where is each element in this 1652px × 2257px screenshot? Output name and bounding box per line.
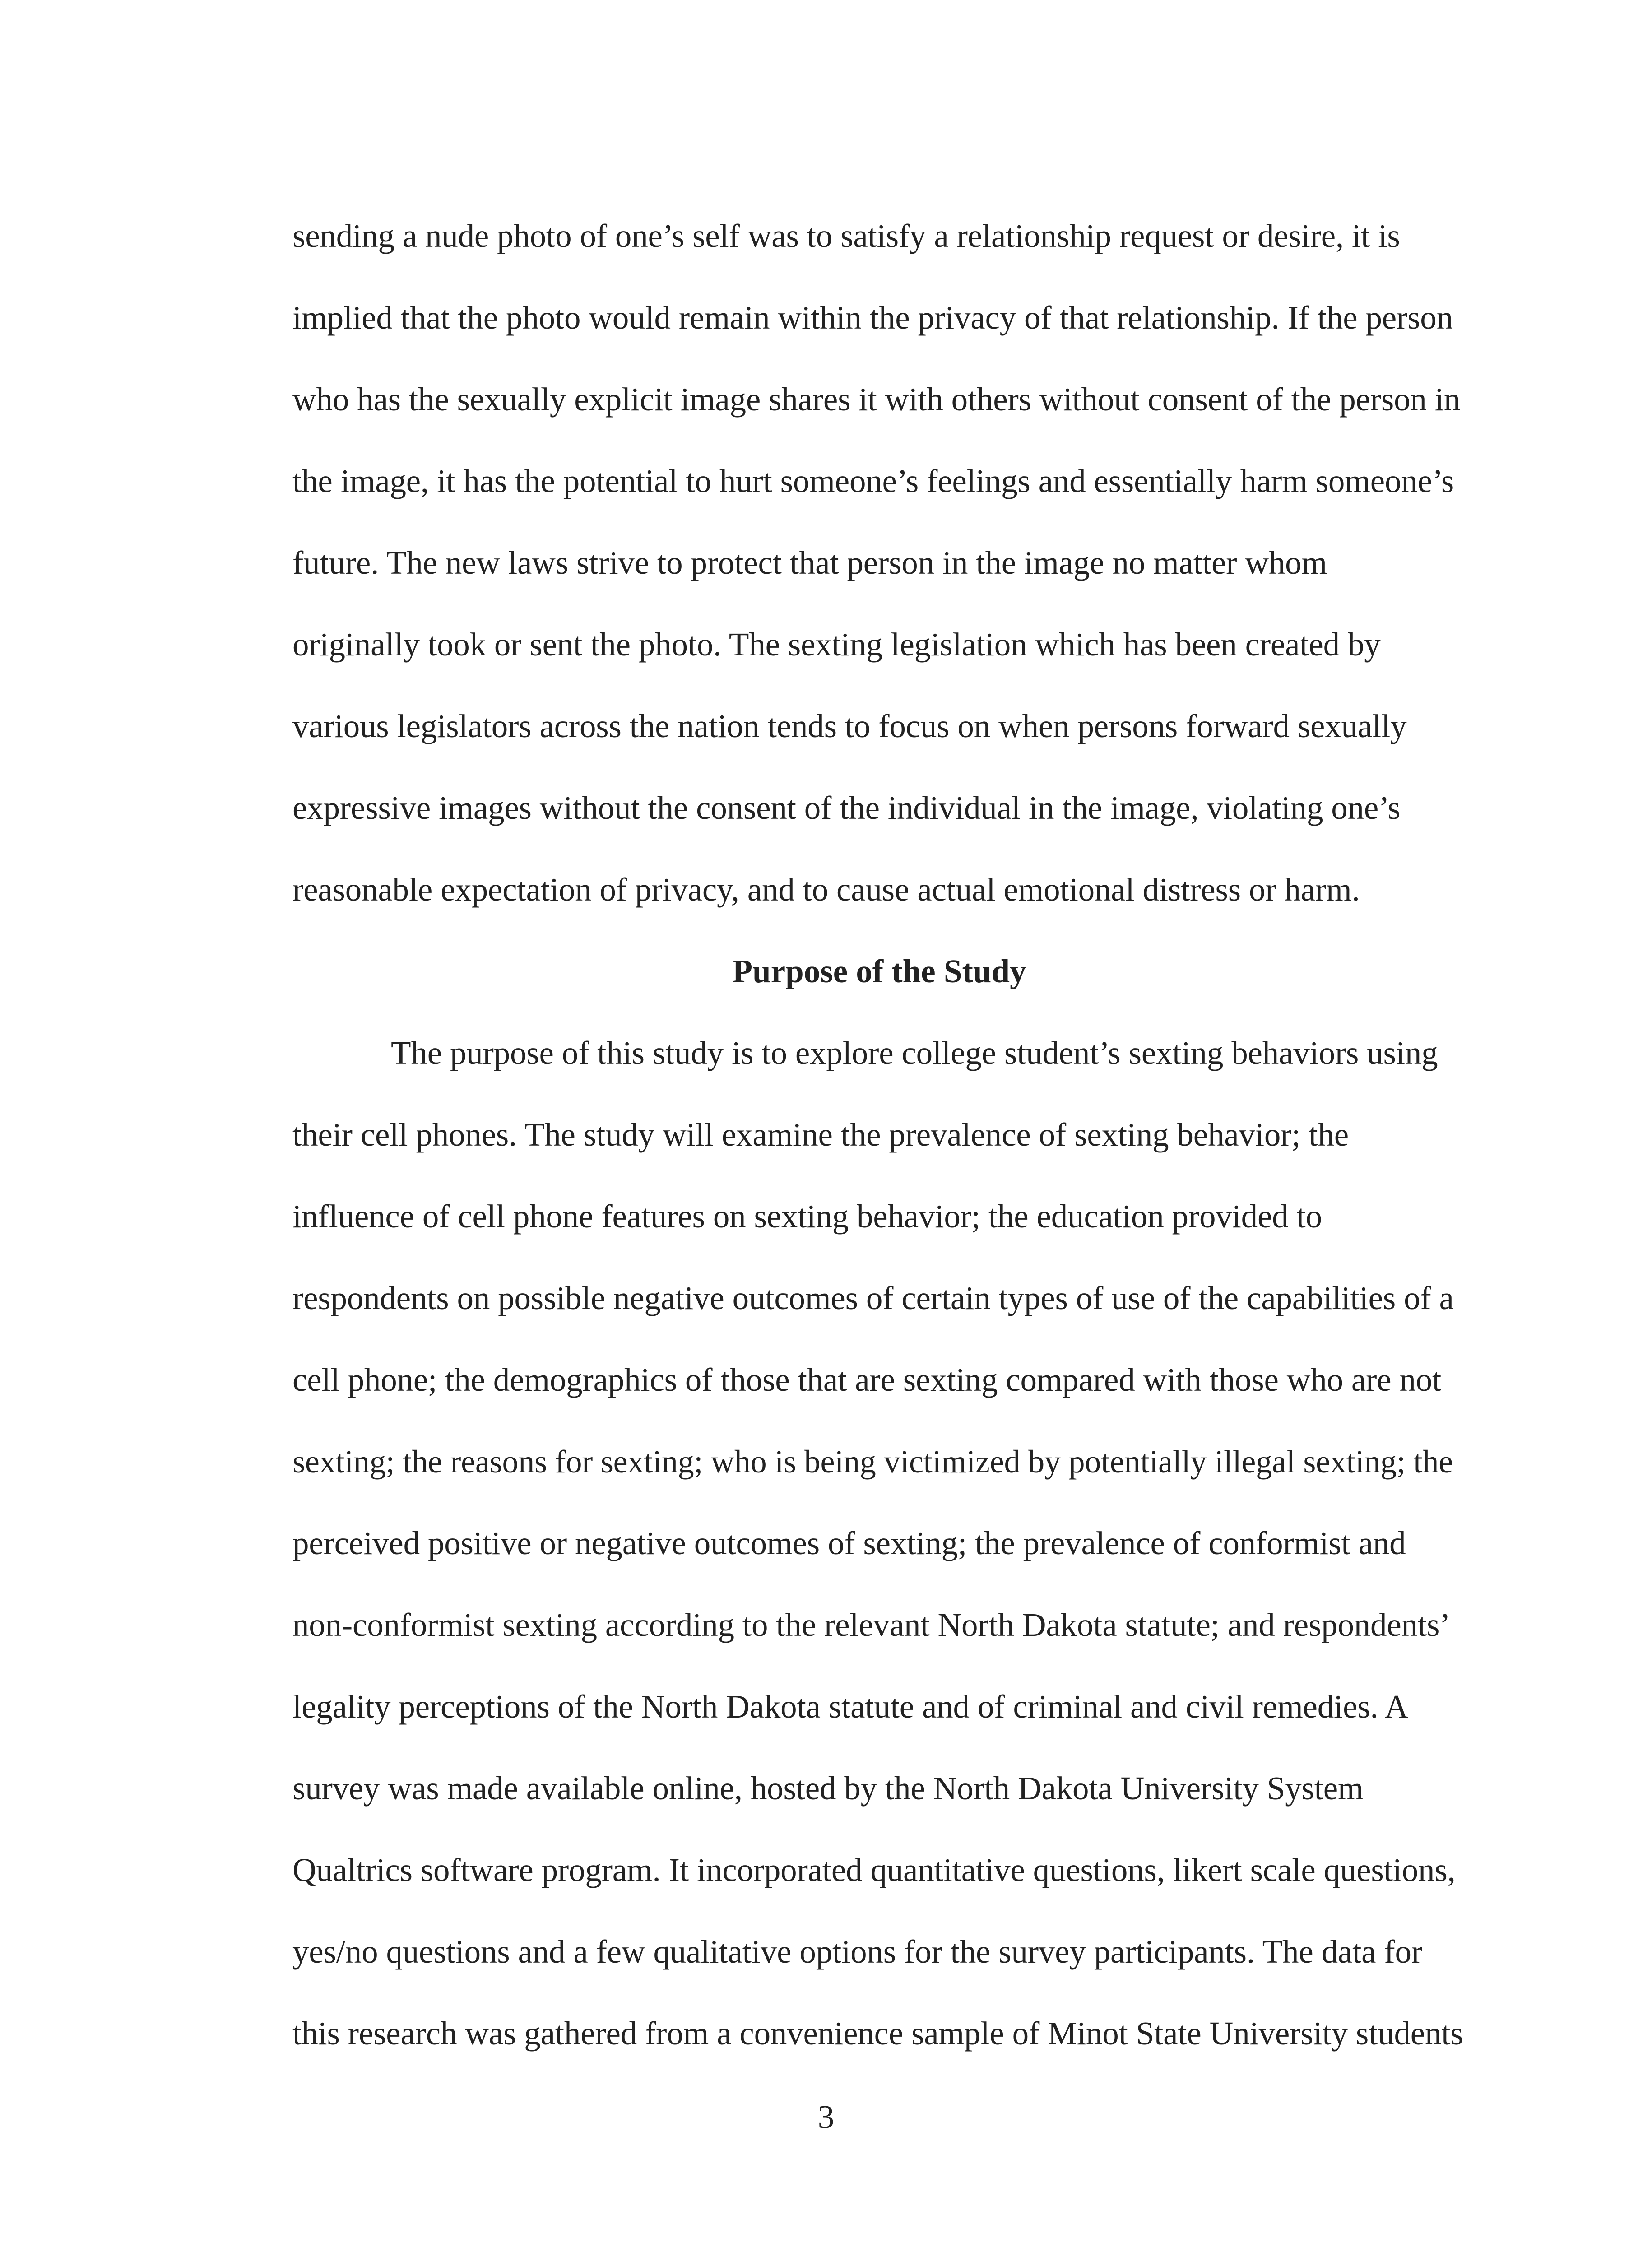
paragraph-line: Qualtrics software program. It incorporated quantitative questions, likert scale questions, [292,1852,1456,1888]
paragraph-line: non-conformist sexting according to the relevant North Dakota statute; and respondents’ [292,1607,1451,1643]
paragraph-line: The purpose of this study is to explore college student’s sexting behaviors using [391,1035,1438,1071]
paragraph-line: implied that the photo would remain within the privacy of that relationship. If the person [292,299,1453,336]
paragraph-line: their cell phones. The study will examine the prevalence of sexting behavior; the [292,1116,1349,1153]
paragraph-line: various legislators across the nation tends to focus on when persons forward sexually [292,708,1407,744]
paragraph-line: cell phone; the demographics of those that are sexting compared with those who are not [292,1361,1442,1398]
section-heading: Purpose of the Study [732,953,1026,989]
paragraph-line: originally took or sent the photo. The sexting legislation which has been created by [292,626,1381,663]
paragraph-line: sexting; the reasons for sexting; who is being victimized by potentially illegal sexting; the [292,1444,1453,1480]
paragraph-line: future. The new laws strive to protect that person in the image no matter whom [292,544,1327,581]
paragraph-line: respondents on possible negative outcomes of certain types of use of the capabilities of a [292,1280,1454,1316]
paragraph-line: yes/no questions and a few qualitative options for the survey participants. The data for [292,1933,1422,1970]
paragraph-line: sending a nude photo of one’s self was to satisfy a relationship request or desire, it is [292,218,1400,254]
page-number: 3 [817,2099,835,2135]
paragraph-line: survey was made available online, hosted by the North Dakota University System [292,1770,1364,1807]
paragraph-line: influence of cell phone features on sexting behavior; the education provided to [292,1198,1322,1235]
paragraph-line: the image, it has the potential to hurt someone’s feelings and essentially harm someone’s [292,463,1454,499]
paragraph-line: reasonable expectation of privacy, and to cause actual emotional distress or harm. [292,871,1360,908]
paragraph-line: who has the sexually explicit image shares it with others without consent of the person in [292,381,1461,418]
paragraph-line: legality perceptions of the North Dakota statute and of criminal and civil remedies. A [292,1688,1409,1725]
paragraph-line: this research was gathered from a convenience sample of Minot State University students [292,2015,1463,2052]
paragraph-line: perceived positive or negative outcomes of sexting; the prevalence of conformist and [292,1525,1406,1561]
paragraph-line: expressive images without the consent of the individual in the image, violating one’s [292,789,1401,826]
